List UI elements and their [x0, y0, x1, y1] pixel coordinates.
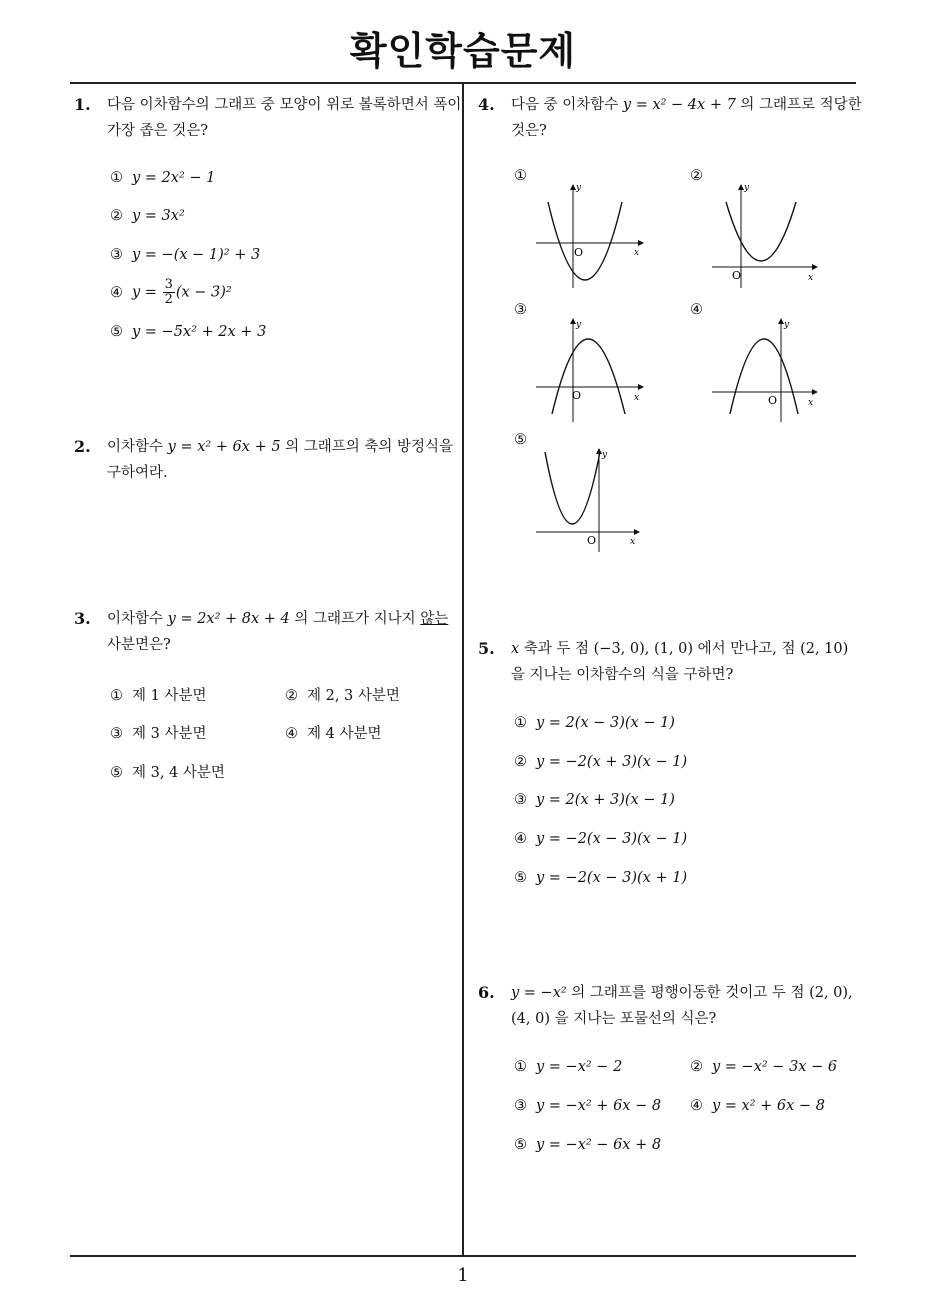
q6-choice-4[interactable] [690, 1098, 825, 1114]
question-text [511, 92, 866, 144]
origin-label: O [587, 534, 597, 547]
q4-graph-5[interactable] [530, 444, 650, 554]
choice-mark: ④ [690, 1098, 703, 1114]
choice-expression: y = 2(x − 3)(x − 1) [536, 715, 675, 731]
choice-expression-suffix: (x − 3)² [175, 284, 232, 301]
choice-expression: y = −x² + 6x − 8 [536, 1098, 662, 1114]
page-title: 확인학습문제 [349, 29, 577, 73]
choice-expression: y = −2(x − 3)(x − 1) [536, 831, 688, 847]
fraction [163, 278, 175, 307]
q5-choice-1[interactable] [514, 715, 675, 731]
choice-expression-prefix: y = [132, 284, 157, 301]
q4-choice-2-mark[interactable]: ② [690, 168, 703, 184]
q1-choice-3[interactable] [110, 247, 260, 263]
choice-expression: y = −2(x − 3)(x + 1) [536, 870, 688, 886]
q3-choice-3[interactable] [110, 722, 206, 743]
choice-mark: ④ [285, 726, 298, 742]
choice-expression: y = x² + 6x − 8 [712, 1098, 825, 1114]
choice-mark: ② [110, 208, 123, 224]
q4-choice-1-mark[interactable]: ① [514, 168, 527, 184]
q6-choice-5[interactable] [514, 1137, 661, 1153]
question-text [107, 606, 462, 658]
y-axis-label: y [576, 320, 582, 330]
x-axis-label: x [630, 537, 636, 547]
choice-expression: y = 2(x + 3)(x − 1) [536, 792, 675, 808]
q4-choice-3-mark[interactable]: ③ [514, 302, 527, 318]
choice-text: 제 3, 4 사분면 [132, 765, 225, 781]
text-part: 의 그래프의 축의 방정식을 구하여라. [107, 439, 454, 481]
origin-label: O [768, 394, 778, 407]
fraction-denominator: 2 [164, 292, 173, 307]
q3-choice-1[interactable] [110, 684, 206, 705]
choice-mark: ① [514, 1059, 527, 1075]
choice-expression: y = −2(x + 3)(x − 1) [536, 754, 688, 770]
q5-choice-5[interactable] [514, 870, 687, 886]
text-part: 사분면은? [107, 637, 171, 653]
page-number: 1 [457, 1265, 469, 1286]
choice-mark: ① [514, 715, 527, 731]
choice-mark: ① [110, 170, 123, 186]
text-part: 의 그래프로 적당한 것은? [511, 97, 862, 139]
choice-expression: y = 3x² [132, 208, 185, 224]
q4-graph-3[interactable] [530, 314, 650, 424]
choice-mark: ② [285, 688, 298, 704]
origin-label: O [574, 246, 584, 259]
q1-choice-5[interactable] [110, 324, 266, 340]
choice-mark: ② [514, 754, 527, 770]
q1-choice-1[interactable] [110, 170, 215, 186]
choice-mark: ⑤ [110, 324, 123, 340]
question-text [511, 636, 866, 688]
choice-expression: y = −x² − 3x − 6 [712, 1059, 838, 1075]
underlined-text: 않는 [420, 611, 449, 627]
q1-choice-2[interactable] [110, 208, 185, 224]
choice-mark: ③ [110, 726, 123, 742]
choice-mark: ⑤ [514, 870, 527, 886]
math-expression: y = x² + 6x + 5 [167, 439, 281, 455]
y-axis-label: y [784, 320, 790, 330]
text-part: 의 그래프가 지나지 [289, 611, 421, 627]
choice-mark: ④ [110, 284, 123, 301]
q5-choice-2[interactable] [514, 754, 687, 770]
question-number: 1. [74, 95, 91, 114]
choice-mark: ① [110, 688, 123, 704]
math-expression: y = x² − 4x + 7 [622, 97, 736, 113]
choice-mark: ③ [110, 247, 123, 263]
choice-expression: y = −x² − 2 [536, 1059, 623, 1075]
q1-choice-4[interactable] [110, 278, 232, 307]
q4-graph-4[interactable] [708, 314, 828, 424]
q3-choice-5[interactable] [110, 761, 225, 782]
q5-choice-4[interactable] [514, 831, 687, 847]
q4-choice-5-mark[interactable]: ⑤ [514, 432, 527, 448]
question-text [107, 434, 462, 486]
math-expression: y = −x² [511, 985, 567, 1001]
question-number: 2. [74, 437, 91, 456]
choice-mark: ④ [514, 831, 527, 847]
q4-choice-4-mark[interactable]: ④ [690, 302, 703, 318]
bottom-rule [70, 1255, 856, 1257]
q6-choice-2[interactable] [690, 1059, 837, 1075]
question-text: 다음 이차함수의 그래프 중 모양이 위로 볼록하면서 폭이 가장 좁은 것은? [107, 97, 462, 139]
choice-expression: y = −(x − 1)² + 3 [132, 247, 261, 263]
text-part: 이차함수 [107, 611, 168, 627]
choice-mark: ③ [514, 792, 527, 808]
choice-mark: ② [690, 1059, 703, 1075]
choice-expression: y = 2x² − 1 [132, 170, 216, 186]
q4-graph-2[interactable] [708, 180, 828, 290]
choice-expression: y = −x² − 6x + 8 [536, 1137, 662, 1153]
choice-text: 제 4 사분면 [307, 726, 382, 742]
text-part: 다음 중 이차함수 [511, 97, 623, 113]
x-axis-label: x [808, 273, 814, 283]
q3-choice-2[interactable] [285, 684, 400, 705]
q6-choice-3[interactable] [514, 1098, 661, 1114]
choice-mark: ⑤ [110, 765, 123, 781]
q3-choice-4[interactable] [285, 722, 381, 743]
y-axis-label: y [602, 450, 608, 460]
x-axis-label: x [634, 393, 640, 403]
question-number: 5. [478, 639, 495, 658]
text-part: 이차함수 [107, 439, 168, 455]
question-number: 3. [74, 609, 91, 628]
origin-label: O [572, 389, 582, 402]
text-part: 의 그래프를 평행이동한 것이고 두 점 (2, 0), (4, 0) 을 지나는 포물선의 식은? [511, 985, 853, 1027]
x-axis-label: x [808, 398, 814, 408]
text-part: 축과 두 점 (−3, 0), (1, 0) 에서 만나고, 점 (2, 10) 을 지나는 이차함수의 식을 구하면? [511, 641, 849, 683]
fraction-numerator: 3 [164, 277, 173, 292]
y-axis-label: y [576, 183, 582, 193]
math-expression: y = 2x² + 8x + 4 [167, 611, 290, 627]
column-divider [462, 82, 464, 1257]
x-axis-label: x [634, 248, 640, 258]
choice-mark: ③ [514, 1098, 527, 1114]
question-text [511, 980, 866, 1032]
choice-text: 제 3 사분면 [132, 726, 207, 742]
origin-label: O [732, 269, 742, 282]
q6-choice-1[interactable] [514, 1059, 622, 1075]
choice-mark: ⑤ [514, 1137, 527, 1153]
choice-text: 제 1 사분면 [132, 688, 207, 704]
choice-text: 제 2, 3 사분면 [307, 688, 400, 704]
y-axis-label: y [744, 183, 750, 193]
q5-choice-3[interactable] [514, 792, 675, 808]
choice-expression: y = −5x² + 2x + 3 [132, 324, 267, 340]
question-number: 4. [478, 95, 495, 114]
question-number: 6. [478, 983, 495, 1002]
q4-graph-1[interactable] [530, 180, 650, 290]
math-expression: x [511, 641, 520, 657]
